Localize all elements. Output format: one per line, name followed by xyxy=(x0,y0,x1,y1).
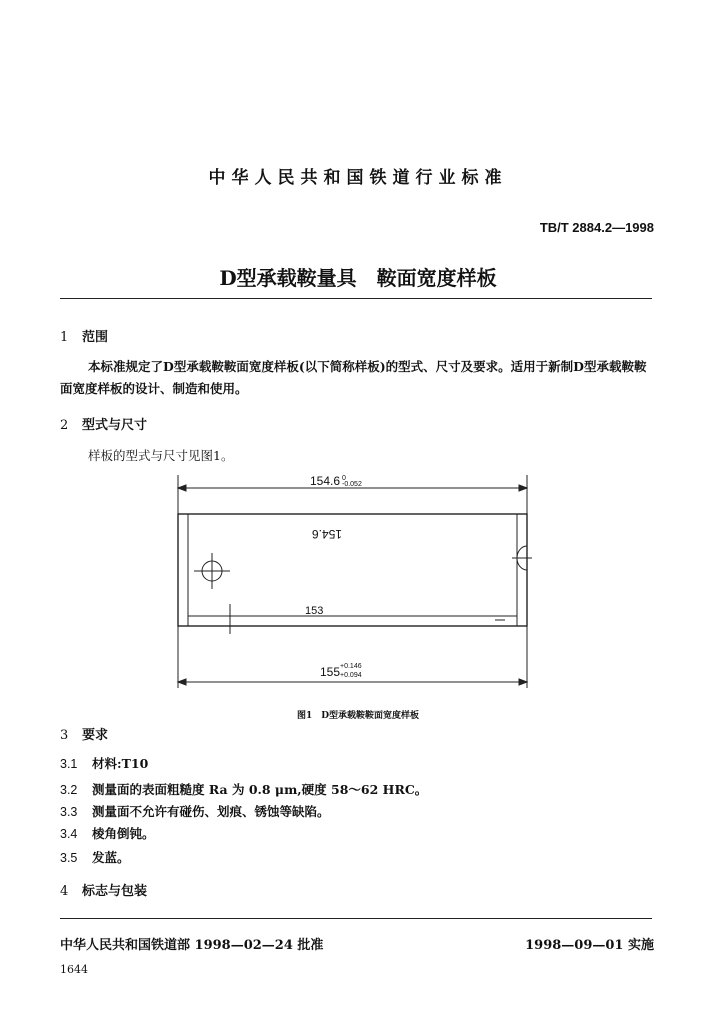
requirement-item-text: 发蓝。 xyxy=(92,850,130,865)
requirement-item-number: 3.2 xyxy=(60,783,78,797)
requirement-item xyxy=(60,848,130,866)
section-2-number: 2 xyxy=(60,418,69,433)
dim-top-arrow-left xyxy=(178,485,186,491)
implementation-date: 1998—09—01 实施 xyxy=(525,938,654,953)
section-2-title: 型式与尺寸 xyxy=(82,418,148,433)
section-4-title: 标志与包装 xyxy=(82,884,148,899)
dim-top-upper-tol: 0 xyxy=(342,475,346,482)
requirement-item-text: 测量面不允许有碰伤、划痕、锈蚀等缺陷。 xyxy=(92,804,330,819)
dim-top-arrow-right xyxy=(519,485,527,491)
requirement-item xyxy=(60,802,330,820)
dim-mirrored-value: 154.6 xyxy=(311,527,342,541)
figure-1-caption: 图1 D型承载鞍鞍面宽度样板 xyxy=(296,711,420,721)
section-2-heading xyxy=(60,414,147,433)
section-2-body: 样板的型式与尺寸见图1。 xyxy=(88,448,234,463)
dim-bottom-value: 155 xyxy=(320,665,341,679)
section-1-heading xyxy=(60,326,108,345)
dim-bottom-arrow-right xyxy=(519,679,527,685)
requirement-item-number: 3.4 xyxy=(60,827,78,841)
requirement-item-text: 材料:T10 xyxy=(92,756,149,771)
standard-number: TB/T 2884.2—1998 xyxy=(539,220,654,235)
standard-category: 中华人民共和国铁道行业标准 xyxy=(208,168,508,188)
requirement-item-number: 3.3 xyxy=(60,805,78,819)
requirement-item xyxy=(60,754,148,772)
requirement-item-text: 棱角倒钝。 xyxy=(92,826,155,841)
requirement-item-text: 测量面的表面粗糙度 Ra 为 0.8 μm,硬度 58～62 HRC。 xyxy=(92,782,428,797)
footer-divider xyxy=(60,918,652,919)
section-3-number: 3 xyxy=(60,728,69,743)
dim-top-lower-tol: -0.052 xyxy=(342,481,362,488)
section-1-number: 1 xyxy=(60,330,69,345)
requirement-item-number: 3.5 xyxy=(60,851,78,865)
dim-bottom-upper-tol: +0.146 xyxy=(340,663,362,670)
page-number: 1644 xyxy=(60,963,88,976)
figure-1-drawing xyxy=(160,470,550,700)
requirement-item xyxy=(60,824,155,842)
dim-bottom-lower-tol: +0.094 xyxy=(340,672,362,679)
section-1-title: 范围 xyxy=(82,330,109,345)
title-divider xyxy=(60,298,652,299)
dim-inner-value: 153 xyxy=(305,605,324,617)
section-3-title: 要求 xyxy=(82,728,109,743)
section-4-heading xyxy=(60,880,147,899)
document-title: D型承载鞍量具 鞍面宽度样板 xyxy=(219,266,497,290)
dim-top-value: 154.6 xyxy=(310,474,341,488)
requirement-item-number: 3.1 xyxy=(60,757,78,771)
section-3-heading xyxy=(60,724,108,743)
dim-bottom-arrow-left xyxy=(178,679,186,685)
requirement-item xyxy=(60,780,427,798)
approval-line: 中华人民共和国铁道部 1998—02—24 批准 xyxy=(60,938,324,953)
section-1-body: 本标准规定了D型承载鞍鞍面宽度样板(以下简称样板)的型式、尺寸及要求。适用于新制D型承载鞍鞍面宽度样板的设计、制造和使用。 xyxy=(60,359,647,396)
section-4-number: 4 xyxy=(60,884,69,899)
